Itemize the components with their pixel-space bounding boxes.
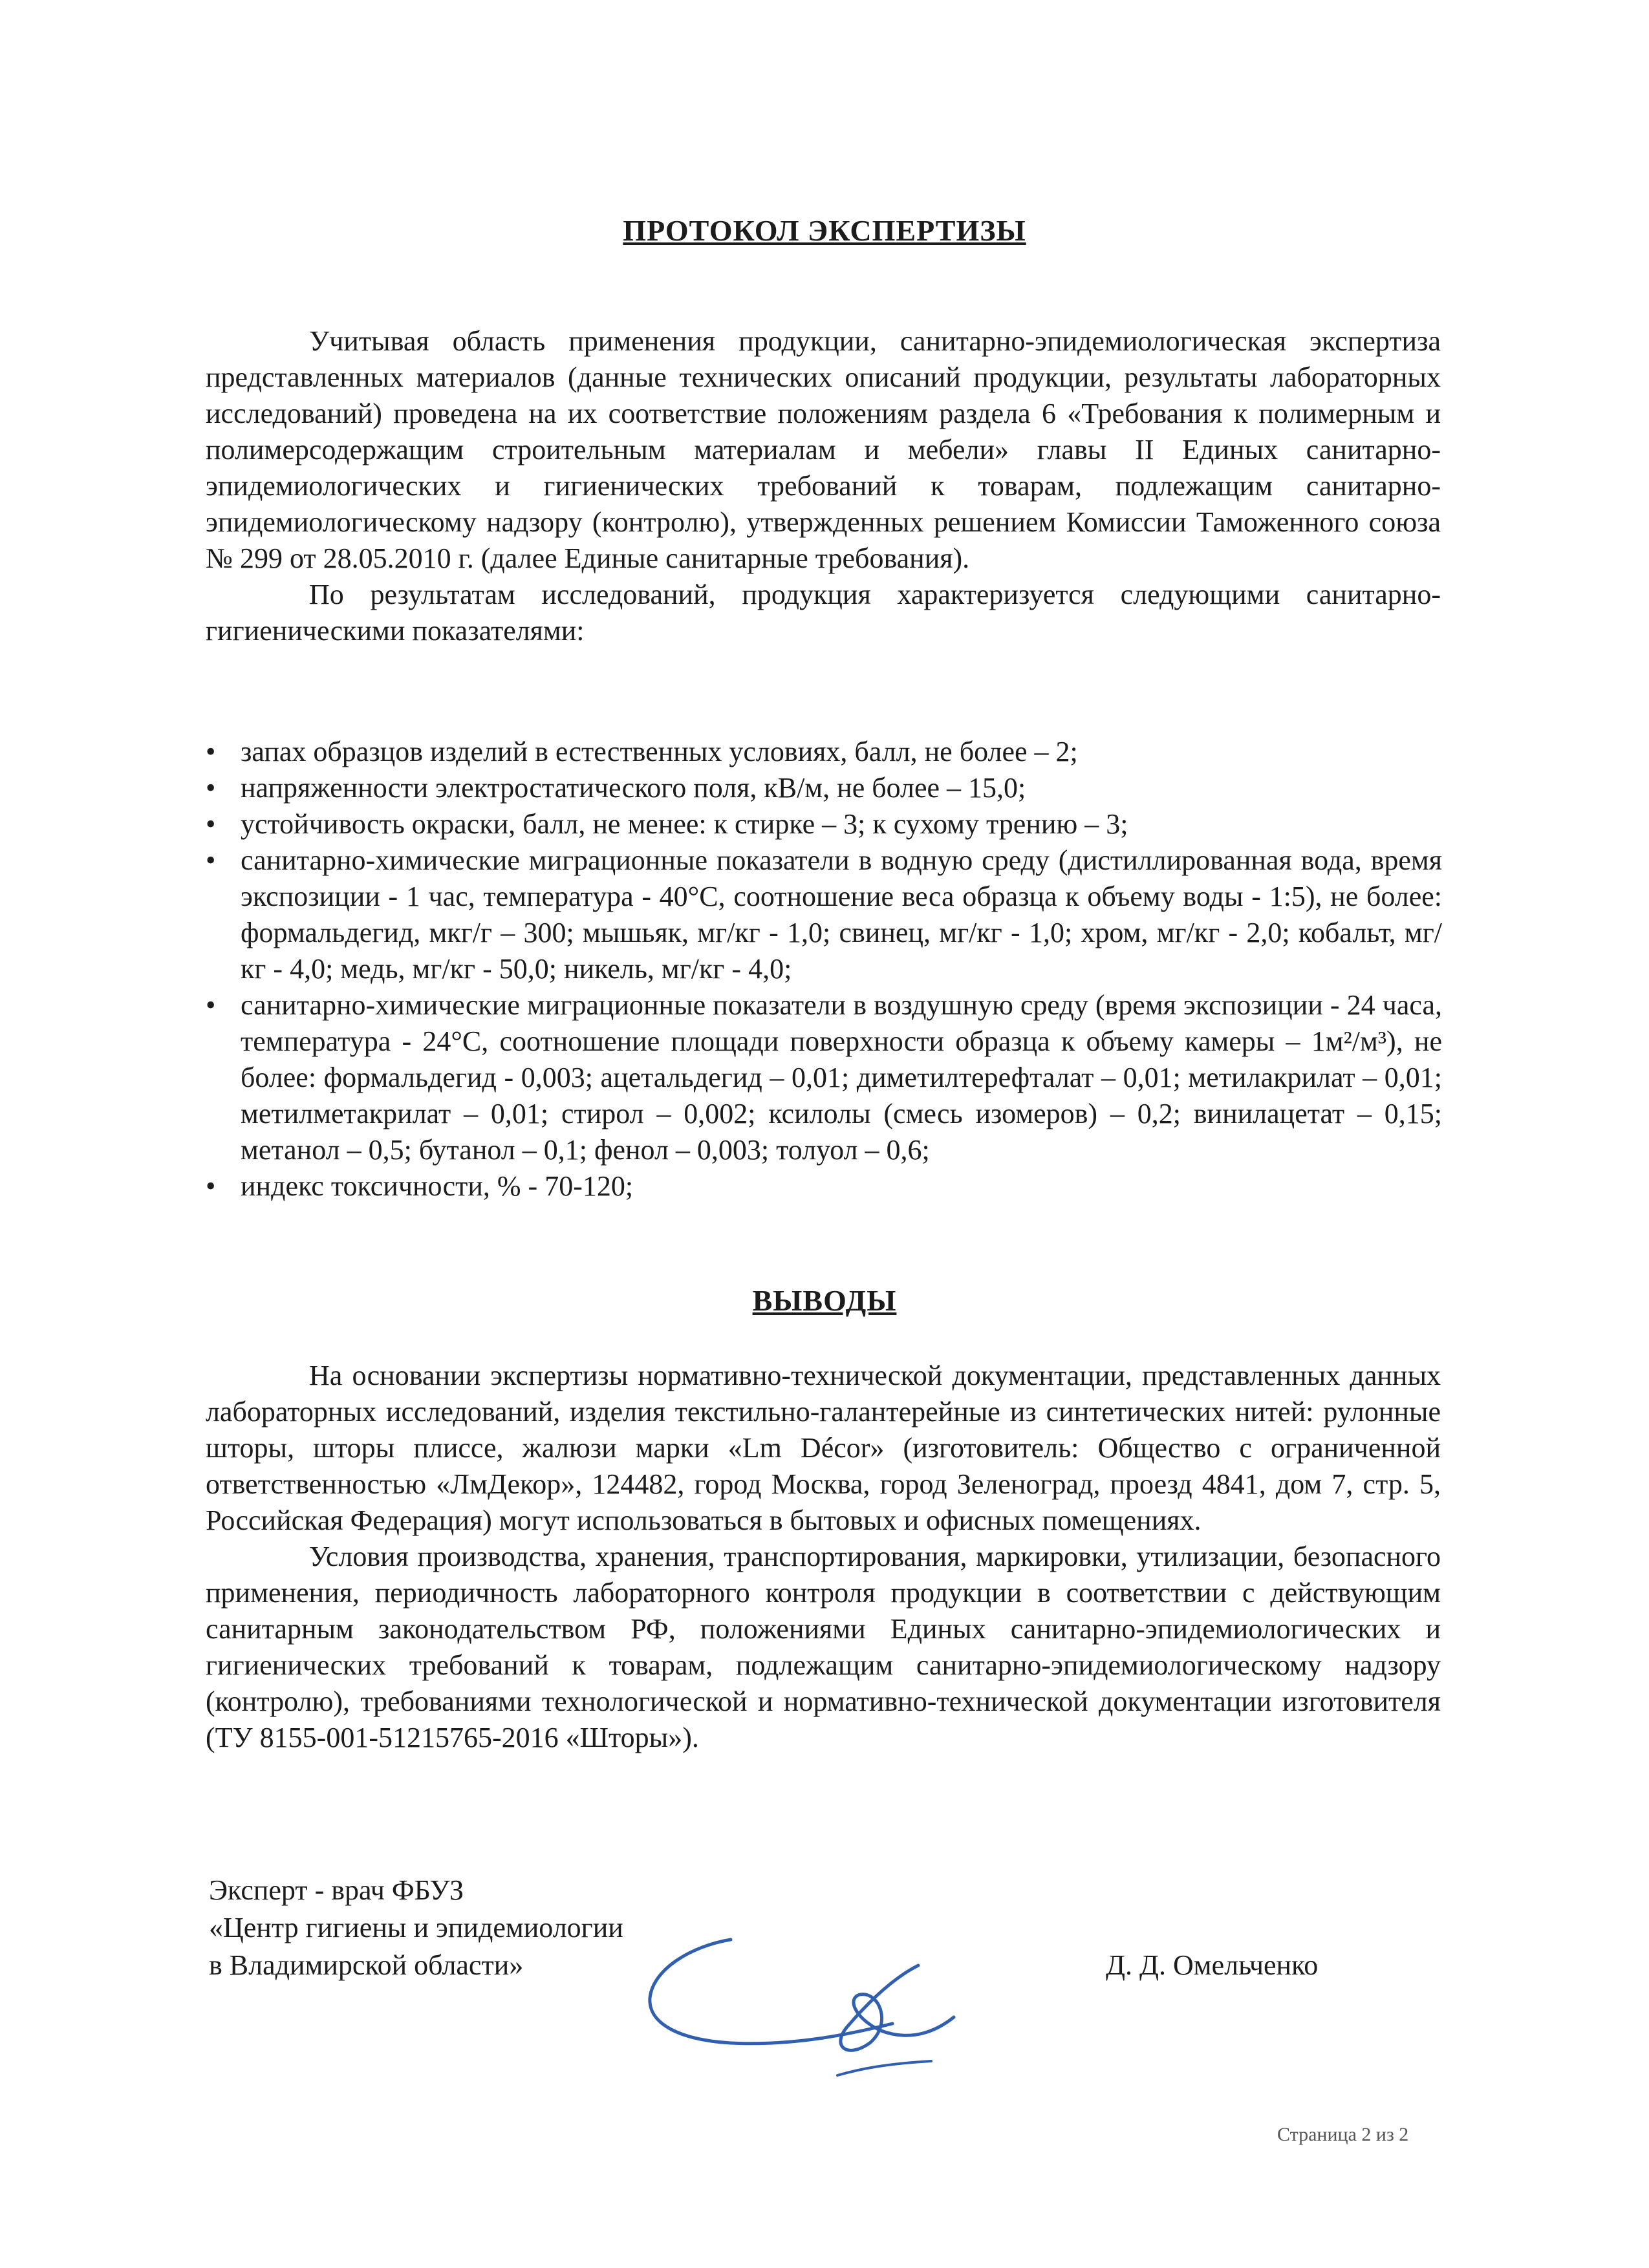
bullet-icon: • — [206, 844, 216, 876]
page-number: Страница 2 из 2 — [1277, 2124, 1409, 2145]
conclusion-section — [206, 1358, 1441, 1756]
signer-position-line: «Центр гигиены и эпидемиологии — [209, 1912, 623, 1943]
indicators-list — [194, 734, 1442, 1204]
bullet-icon: • — [206, 1170, 216, 1202]
indicator-item — [194, 842, 1442, 987]
intro-section — [206, 323, 1441, 649]
intro-paragraph: По результатам исследований, продукция характеризуется следующими санитарно-гигиеническими показателями: — [206, 579, 1441, 647]
indicator-text: санитарно-химические миграционные показатели в водную среду (дистиллированная вода, время экспозиции - 1 час, температура - 40°С, соотношение веса образца к объему воды - 1:5), не более: формальдегид, мкг/г – 300; мышьяк, мг/кг - 1,0; свинец, мг/кг - 1,0; хром, мг/кг - 2,0; кобальт, мг/кг - 4,0; медь, мг/кг - 50,0; никель, мг/кг - 4,0; — [241, 844, 1442, 985]
indicator-item — [194, 1168, 1442, 1204]
signer-position-line: Эксперт - врач ФБУЗ — [209, 1874, 464, 1906]
bullet-icon: • — [206, 772, 216, 804]
indicator-item — [194, 734, 1442, 770]
intro-paragraph: Учитывая область применения продукции, санитарно-эпидемиологическая экспертиза представленных материалов (данные технических описаний продукции, результаты лабораторных исследований) проведена на их соответствие положениям раздела 6 «Требования к полимерным и полимерсодержащим строительным материалам и мебели» главы II Единых санитарно-эпидемиологических и гигиенических требований к товарам, подлежащим санитарно-эпидемиологическому надзору (контролю), утвержденных решением Комиссии Таможенного союза № 299 от 28.05.2010 г. (далее Единые санитарные требования). — [206, 325, 1441, 574]
handwritten-signature — [634, 1920, 1022, 2088]
indicator-item — [194, 987, 1442, 1168]
indicator-text: запах образцов изделий в естественных условиях, балл, не более – 2; — [241, 736, 1078, 767]
indicator-text: напряженности электростатического поля, кВ/м, не более – 15,0; — [241, 772, 1026, 804]
indicator-text: устойчивость окраски, балл, не менее: к стирке – 3; к сухому трению – 3; — [241, 808, 1128, 840]
signer-position-line: в Владимирской области» — [209, 1949, 524, 1981]
conclusion-paragraph: На основании экспертизы нормативно-технической документации, представленных данных лабораторных исследований, изделия текстильно-галантерейные из синтетических нитей: рулонные шторы, шторы плиссе, жалюзи марки «Lm Décor» (изготовитель: Общество с ограниченной ответственностью «ЛмДекор», 124482, город Москва, город Зеленоград, проезд 4841, дом 7, стр. 5, Российская Федерация) могут использоваться в бытовых и офисных помещениях. — [206, 1360, 1441, 1536]
bullet-icon: • — [206, 808, 216, 840]
signature-block — [209, 1872, 623, 1984]
signer-name: Д. Д. Омельченко — [1106, 1949, 1319, 1981]
conclusion-paragraph: Условия производства, хранения, транспортирования, маркировки, утилизации, безопасного применения, периодичность лабораторного контроля продукции в соответствии с действующим санитарным законодательством РФ, положениями Единых санитарно-эпидемиологических и гигиенических требований к товарам, подлежащим санитарно-эпидемиологическому надзору (контролю), требованиями технологической и нормативно-технической документации изготовителя (ТУ 8155-001-51215765-2016 «Шторы»). — [206, 1541, 1441, 1753]
bullet-icon: • — [206, 736, 216, 767]
indicator-item — [194, 770, 1442, 806]
document-title: ПРОТОКОЛ ЭКСПЕРТИЗЫ — [623, 214, 1026, 247]
bullet-icon: • — [206, 989, 216, 1021]
indicator-item — [194, 806, 1442, 842]
indicator-text: индекс токсичности, % - 70-120; — [241, 1170, 634, 1202]
conclusions-title: ВЫВОДЫ — [752, 1284, 897, 1317]
indicator-text: санитарно-химические миграционные показатели в воздушную среду (время экспозиции - 24 часа, температура - 24°С, соотношение площади поверхности образца к объему камеры – 1м²/м³), не более: формальдегид - 0,003; ацетальдегид – 0,01; диметилтерефталат – 0,01; метилакрилат – 0,01; метилметакрилат – 0,01; стирол – 0,002; ксилолы (смесь изомеров) – 0,2; винилацетат – 0,15; метанол – 0,5; бутанол – 0,1; фенол – 0,003; толуол – 0,6; — [241, 989, 1442, 1166]
